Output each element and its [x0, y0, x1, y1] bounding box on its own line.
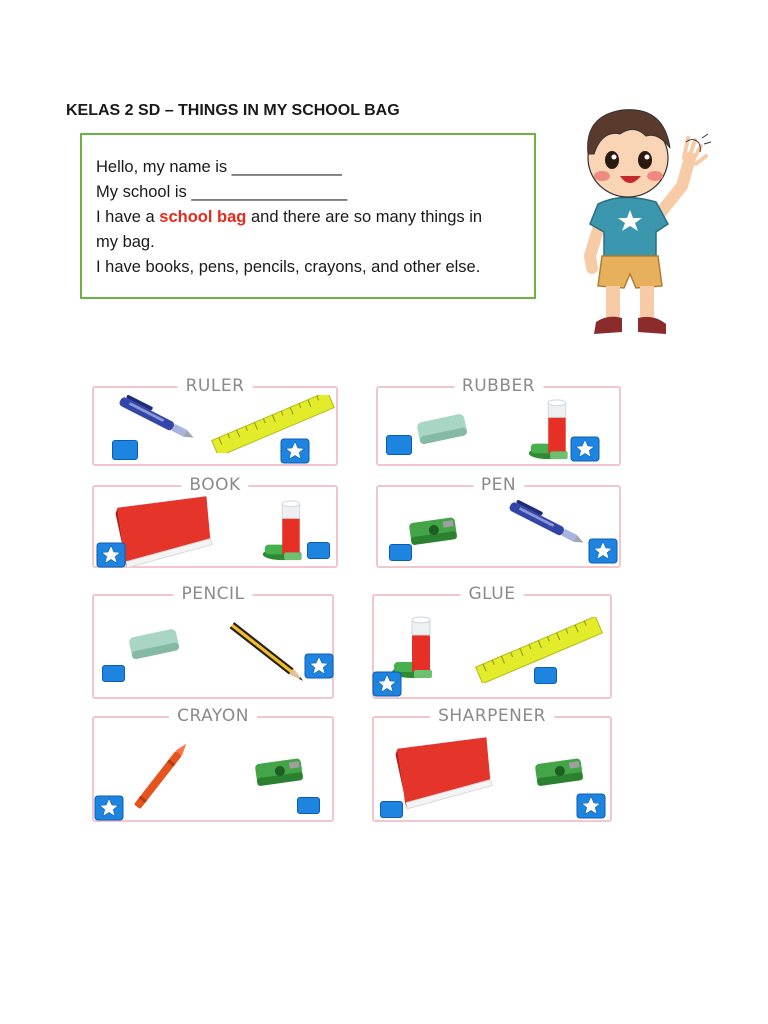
intro-line-things: I have books, pens, pencils, crayons, and other else.: [96, 258, 481, 276]
sharpener-icon: [255, 758, 304, 786]
answer-star-option-2[interactable]: [576, 793, 606, 819]
card-ruler: [92, 375, 338, 466]
book-icon: [396, 737, 493, 809]
answer-box-option-2[interactable]: [307, 542, 330, 559]
answer-box-option-1[interactable]: [386, 435, 412, 455]
card-sharpener: [372, 705, 612, 822]
card-label: RULER: [178, 375, 253, 397]
answer-star-option-2[interactable]: [304, 653, 334, 679]
crayon-icon: [134, 741, 190, 809]
eraser-icon: [128, 628, 180, 659]
ruler-icon: [212, 391, 334, 456]
glue-stick-icon: [529, 400, 568, 459]
sharpener-icon: [535, 758, 584, 786]
answer-box-option-2[interactable]: [534, 667, 557, 684]
card-label: CRAYON: [169, 705, 257, 727]
answer-star-option-1[interactable]: [372, 671, 402, 697]
card-book: [92, 474, 338, 568]
card-label: PENCIL: [173, 583, 252, 605]
intro-line-school: My school is _________________: [96, 183, 348, 201]
card-label: RUBBER: [454, 375, 543, 397]
glue-stick-icon: [263, 501, 302, 560]
pen-icon: [508, 498, 587, 547]
card-label: SHARPENER: [430, 705, 554, 727]
glue-stick-icon: [392, 617, 432, 678]
card-rubber: [376, 375, 621, 466]
intro-bag-start: I have a: [96, 208, 160, 226]
sharpener-icon: [409, 517, 458, 545]
card-label: PEN: [473, 474, 524, 496]
intro-bag-end: and there are so many things in: [246, 208, 483, 226]
answer-star-option-2[interactable]: [588, 538, 618, 564]
pen-icon: [118, 393, 197, 442]
card-crayon: [92, 705, 334, 822]
answer-star-option-1[interactable]: [94, 795, 124, 821]
answer-box-option-1[interactable]: [389, 544, 412, 561]
book-icon: [116, 496, 213, 568]
answer-box-option-1[interactable]: [102, 665, 125, 682]
school-bag-highlight: school bag: [159, 208, 247, 226]
answer-box-option-1[interactable]: [112, 440, 138, 460]
answer-star-option-1[interactable]: [96, 542, 126, 568]
answer-box-option-2[interactable]: [297, 797, 320, 814]
card-pencil: [92, 583, 334, 699]
intro-line-name: Hello, my name is ____________: [96, 158, 342, 176]
card-label: BOOK: [181, 474, 248, 496]
intro-line-bag: [96, 205, 534, 230]
answer-box-option-1[interactable]: [380, 801, 403, 818]
answer-star-option-2[interactable]: [280, 438, 310, 464]
card-label: GLUE: [461, 583, 524, 605]
worksheet-title: KELAS 2 SD – THINGS IN MY SCHOOL BAG: [66, 102, 400, 119]
eraser-icon: [416, 413, 468, 444]
card-pen: [376, 474, 621, 568]
answer-star-option-2[interactable]: [570, 436, 600, 462]
intro-box: [80, 133, 536, 299]
card-glue: [372, 583, 612, 699]
pencil-icon: [230, 622, 306, 684]
boy-illustration: [566, 98, 714, 346]
intro-line-my-bag: my bag.: [96, 233, 155, 251]
